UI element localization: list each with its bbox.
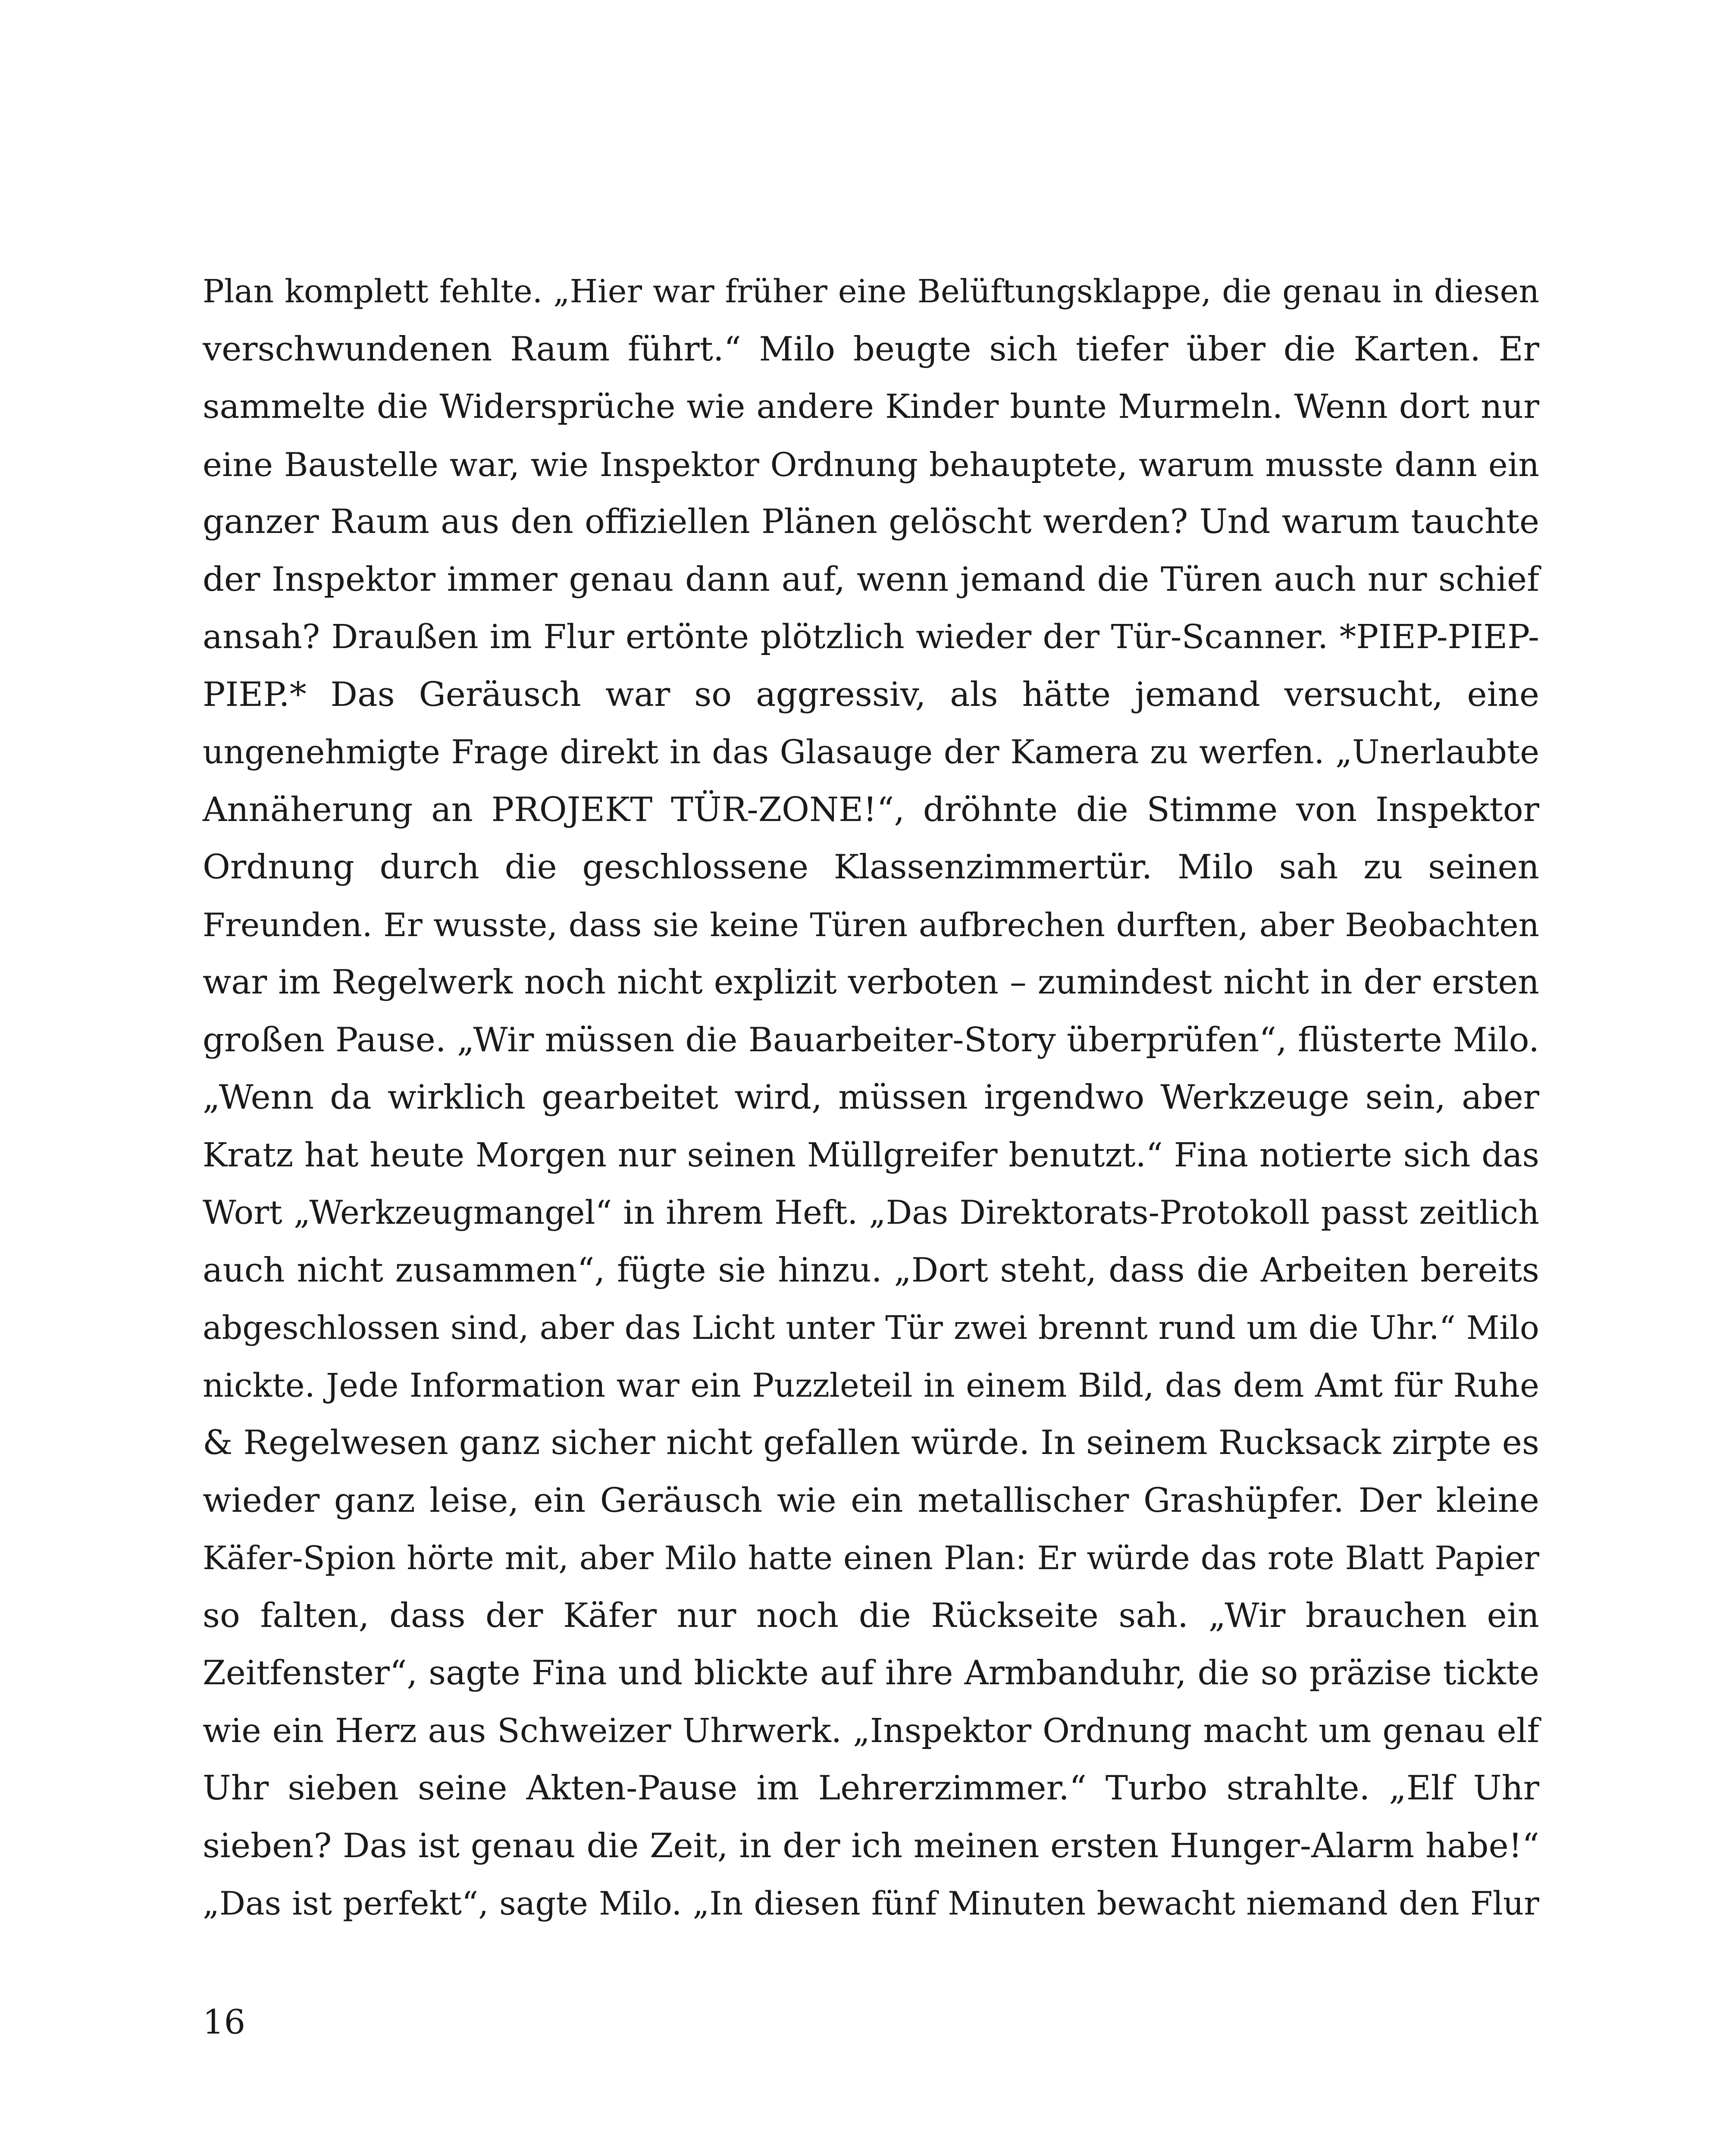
text-line: & Regelwesen ganz sicher nicht gefallen würde. In seinem Rucksack zirpte es	[203, 1423, 1539, 1462]
text-line: „Das ist perfekt“, sagte Milo. „In diesen fünf Minuten bewacht niemand den Flur	[203, 1884, 1539, 1922]
text-line: Freunden. Er wusste, dass sie keine Türen aufbrechen durften, aber Beobachten	[203, 906, 1539, 944]
text-line: sammelte die Widersprüche wie andere Kinder bunte Murmeln. Wenn dort nur	[203, 388, 1539, 426]
text-line: sieben? Das ist genau die Zeit, in der ich meinen ersten Hunger-Alarm habe!“	[203, 1826, 1539, 1865]
text-line: ungenehmigte Frage direkt in das Glasauge der Kamera zu werfen. „Unerlaubte	[203, 733, 1539, 771]
text-line: Wort „Werkzeugmangel“ in ihrem Heft. „Das Direktorats-Protokoll passt zeitlich	[203, 1194, 1539, 1232]
body-text	[203, 263, 1539, 1933]
text-line: Zeitfenster“, sagte Fina und blickte auf ihre Armbanduhr, die so präzise tickte	[203, 1654, 1539, 1692]
text-line: ansah? Draußen im Flur ertönte plötzlich wieder der Tür-Scanner. *PIEP-PIEP-	[203, 617, 1539, 656]
text-line: „Wenn da wirklich gearbeitet wird, müssen irgendwo Werkzeuge sein, aber	[203, 1078, 1539, 1117]
text-line: Annäherung an PROJEKT TÜR-ZONE!“, dröhnte die Stimme von Inspektor	[203, 790, 1539, 829]
page-number: 16	[203, 2003, 246, 2042]
text-line: Käfer-Spion hörte mit, aber Milo hatte einen Plan: Er würde das rote Blatt Papier	[203, 1539, 1539, 1577]
text-line: abgeschlossen sind, aber das Licht unter Tür zwei brennt rund um die Uhr.“ Milo	[203, 1309, 1539, 1347]
text-line: PIEP.* Das Geräusch war so aggressiv, als hätte jemand versucht, eine	[203, 675, 1539, 714]
text-line: auch nicht zusammen“, fügte sie hinzu. „Dort steht, dass die Arbeiten bereits	[203, 1250, 1539, 1290]
text-line: Uhr sieben seine Akten-Pause im Lehrerzimmer.“ Turbo strahlte. „Elf Uhr	[203, 1769, 1539, 1808]
text-line: der Inspektor immer genau dann auf, wenn jemand die Türen auch nur schief	[203, 560, 1539, 599]
text-line: Ordnung durch die geschlossene Klassenzimmertür. Milo sah zu seinen	[203, 848, 1539, 887]
text-line: ganzer Raum aus den offiziellen Plänen gelöscht werden? Und warum tauchte	[203, 502, 1539, 541]
text-line: so falten, dass der Käfer nur noch die Rückseite sah. „Wir brauchen ein	[203, 1596, 1539, 1635]
text-line: eine Baustelle war, wie Inspektor Ordnung behauptete, warum musste dann ein	[203, 445, 1539, 484]
text-line: wieder ganz leise, ein Geräusch wie ein metallischer Grashüpfer. Der kleine	[203, 1481, 1539, 1520]
text-line: Plan komplett fehlte. „Hier war früher eine Belüftungsklappe, die genau in diesen	[203, 273, 1539, 310]
text-line: war im Regelwerk noch nicht explizit verboten – zumindest nicht in der ersten	[203, 963, 1539, 1002]
text-line: wie ein Herz aus Schweizer Uhrwerk. „Inspektor Ordnung macht um genau elf	[203, 1711, 1539, 1750]
text-line: verschwundenen Raum führt.“ Milo beugte sich tiefer über die Karten. Er	[203, 329, 1539, 369]
text-line: nickte. Jede Information war ein Puzzleteil in einem Bild, das dem Amt für Ruhe	[203, 1366, 1539, 1404]
text-line: großen Pause. „Wir müssen die Bauarbeiter-Story überprüfen“, flüsterte Milo.	[203, 1020, 1539, 1059]
text-line: Kratz hat heute Morgen nur seinen Müllgreifer benutzt.“ Fina notierte sich das	[203, 1136, 1539, 1175]
